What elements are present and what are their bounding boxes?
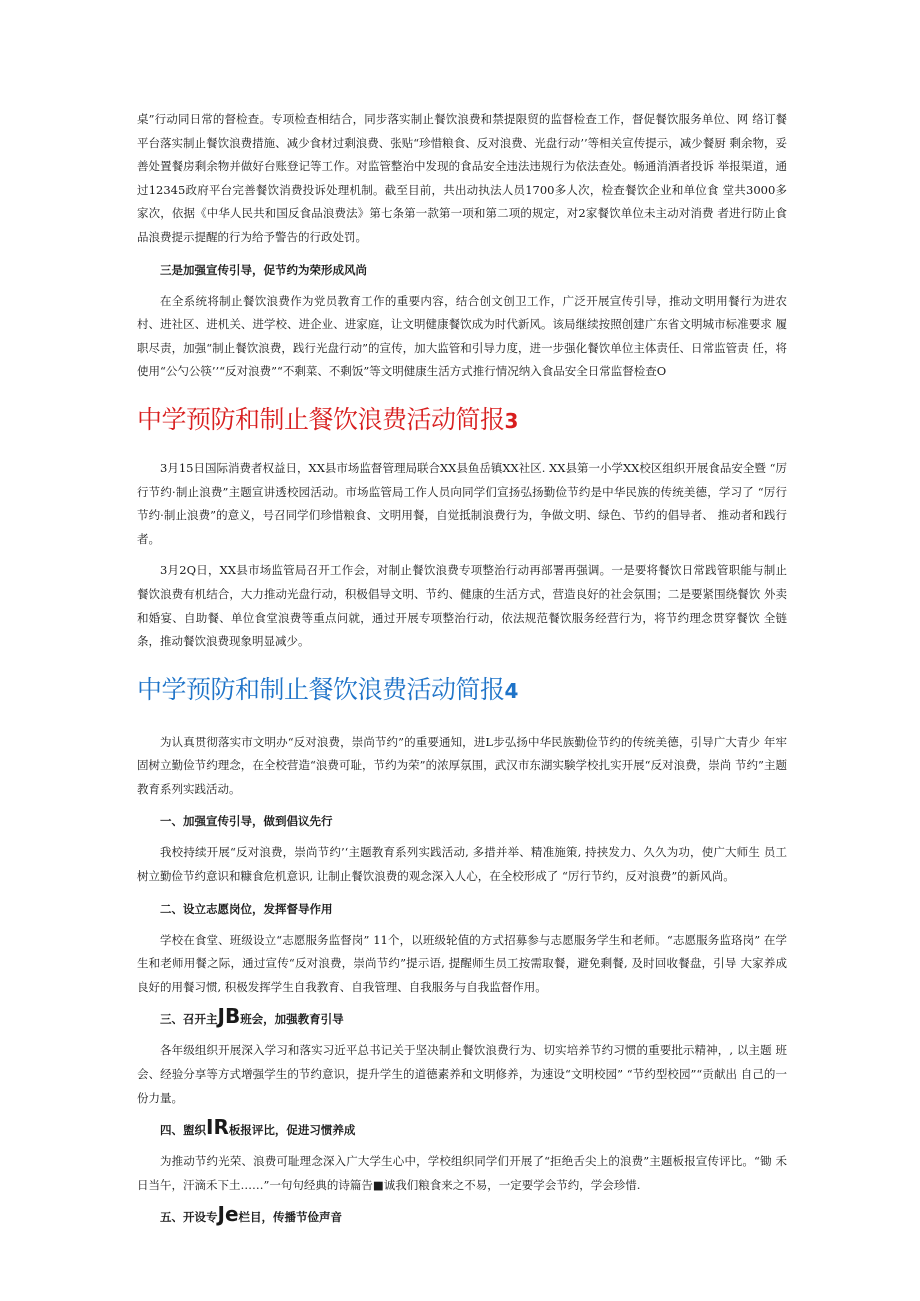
document-page — [137, 108, 787, 1229]
report4-heading-3 — [137, 1004, 787, 1031]
heading-5-suffix: 栏目，传播节俭声音 — [238, 1210, 343, 1225]
heading-publicity: 三是加强宣传引导，促节约为荣形成风尚 — [160, 262, 367, 277]
heading-4-artifact: IR — [206, 1115, 229, 1140]
report3-paragraph-1: 3月15日国际消费者权益日，XX县市场监督管理局联合XX县鱼岳镇XX社区. XX县第一小学XX校区组织开展食品安全暨 “厉行节约·制止浪费”主题宣讲透校园活动。市场监管局工作人员向同学们宣扬弘扬勤俭节约是中华民族的传统美德，学习了 “厉行节约·制止浪费”的意义，号召同学们珍惜粮食、文明用餐，自觉抵制浪费行为，争做文明、绿色、节约的倡导者、 推动者和践行者。 — [137, 460, 787, 546]
report4-para-1: 我校持续开展“反对浪费，崇尚节约’‘主题教育系列实践活动, 多措并举、精准施策, 持挟发力、久久为功，使广大师生 员工树立勤俭节约意识和糠食危机意识, 让制止餐饮浪费的观念深入人心，在全校形成了 “厉行节约，反对浪费”的新风尚。 — [137, 845, 787, 884]
report3-title-number: 3 — [504, 408, 518, 433]
heading-3-artifact: JB — [217, 1004, 241, 1029]
heading-5-artifact: Je — [217, 1202, 239, 1227]
report4-heading-1: 一、加强宣传引导，做到倡议先行 — [160, 814, 333, 829]
report4-title-text: 中学预防和制止餐饮浪费活动简报 — [137, 674, 505, 704]
heading-4-suffix: 板报评比，促进习惯养成 — [228, 1123, 356, 1138]
report4-heading-5 — [137, 1202, 787, 1229]
paragraph-publicity: 在全系统将制止餐饮浪费作为党员教育工作的重要内容，结合创文创卫工作，广泛开展宣传引导，推动文明用餐行为进农 村、进社区、进机关、进学校、进企业、进家庭，让文明健康餐饮成为时代新风。该局继续按照创建广东省文明城市标准要求 履职尽责，加强“制止餐饮浪费，践行光盘行动”的宣传，加大监管和引导力度，进一步强化餐饮单位主体责任、日常监管责 任，将使用“公勺公筷’’“反对浪费”“不剩菜、不剩饭”等文明健康生活方式推行情况纳入食品安全日常监督检查O — [137, 293, 787, 379]
heading-4-prefix: 四、盥织 — [160, 1123, 206, 1138]
heading-3-suffix: 班会，加强教育引导 — [240, 1012, 344, 1027]
heading-5-prefix: 五、开设专 — [160, 1210, 218, 1225]
report4-para-3: 各年级组织开展深入学习和落实习近平总书记关于坚决制止餐饮浪费行为、切实培养节约习惯的重要批示精神，, 以主题 班会、经验分享等方式增强学生的节约意识，提升学生的道德素养和文明修养，为速设“文明校园” “节约型校园”“贡献出 自己的一份力量。 — [137, 1043, 787, 1105]
report4-intro: 为认真贯彻落实市文明办“反对浪费，崇尚节约”的重要通知，进L步弘扬中华民族勤俭节约的传统美德，引导广大青少 年牢固树立勤俭节约理念，在全校营造“浪费可耻，节约为荣”的浓厚氛围，武汉市东湖实験学校扎实开展“反对浪费，崇尚 节约”主题教育系列实践活动。 — [137, 734, 787, 796]
report4-para-2: 学校在食堂、班级设立“志愿服务监督岗” 11个，以班级轮值的方式招募参与志愿服务学生和老师。“志愿服务监珞岗” 在学生和老师用餐之际，通过宣传“反对浪费，崇尚节约”提示语, 提醒师生员工按需取餐，避免剩餐, 及时回收餐盘，引导 大家养成良好的用餐习惯, 积极发挥学生自我教育、自我管理、自我服务与自我监督作用。 — [137, 932, 787, 994]
report4-heading-2: 二、设立志愿岗位，发挥督导作用 — [160, 901, 333, 916]
report4-para-4: 为推动节约光荣、浪费可耻理念深入广大学生心中，学校组织同学们开展了“拒绝舌尖上的浪费”主题板报宣传评比。“锄 禾日当午，汗滴禾下土……”一句句经典的诗篇告■诚我们粮食来之不易，一定要学会节约，学会珍惜. — [137, 1154, 787, 1192]
paragraph-inspection: 桌”行动同日常的督检查。专项检查相结合，同步落实制止餐饮浪费和禁提限贸的监督检查工作，督促餐饮服务单位、网 络订餐平台落实制止餐饮浪费措施、减少食材过剩浪费、张贴“珍惜粮食、反对浪费、光盘行动’’等相关宣传提示，减少餐厨 剩余物，妥善处置餐房剩余物并做好台账登记等工作。对监管整治中发现的食品安全违法违规行为依法查处。畅通消酒者投诉 举报渠道，通过12345政府平台完善餐饮消费投诉处理机制。截至目前，共出动执法人员1700多人次，检查餐饮企业和单位食 堂共3000多家次，依据《中华人民共和国反食品浪费法》第七条第一款第一项和第二项的规定，对2家餐饮单位未主动对消费 者进行防止食品浪费提示提醒的行为给予警告的行政处罚。 — [137, 112, 787, 244]
heading-3-prefix: 三、召开主 — [160, 1012, 218, 1027]
report4-title — [137, 672, 787, 709]
report3-title-text: 中学预防和制止餐饮浪费活动简报 — [137, 404, 505, 434]
report3-paragraph-2: 3月2Q日，XX县市场监管局召开工作会，对制止餐饮浪费专项整治行动再部署再强调。一是要将餐饮日常践管职能与制止 餐饮浪费有机结合，大力推动光盘行动，积极倡导文明、节约、健康的生活方式，营造良好的社会氛围；二是要紧围绕餐饮 外卖和婚宴、自助餐、单位食堂浪费等重点问就，通过开展专项整治行动，依法规范餐饮服务经营行为，将节约理念贯穿餐饮 全链条，推动餐饮浪费现象明显减少。 — [137, 563, 787, 649]
report4-heading-4 — [137, 1115, 787, 1142]
report4-title-number: 4 — [504, 678, 518, 703]
report3-title — [137, 402, 787, 439]
